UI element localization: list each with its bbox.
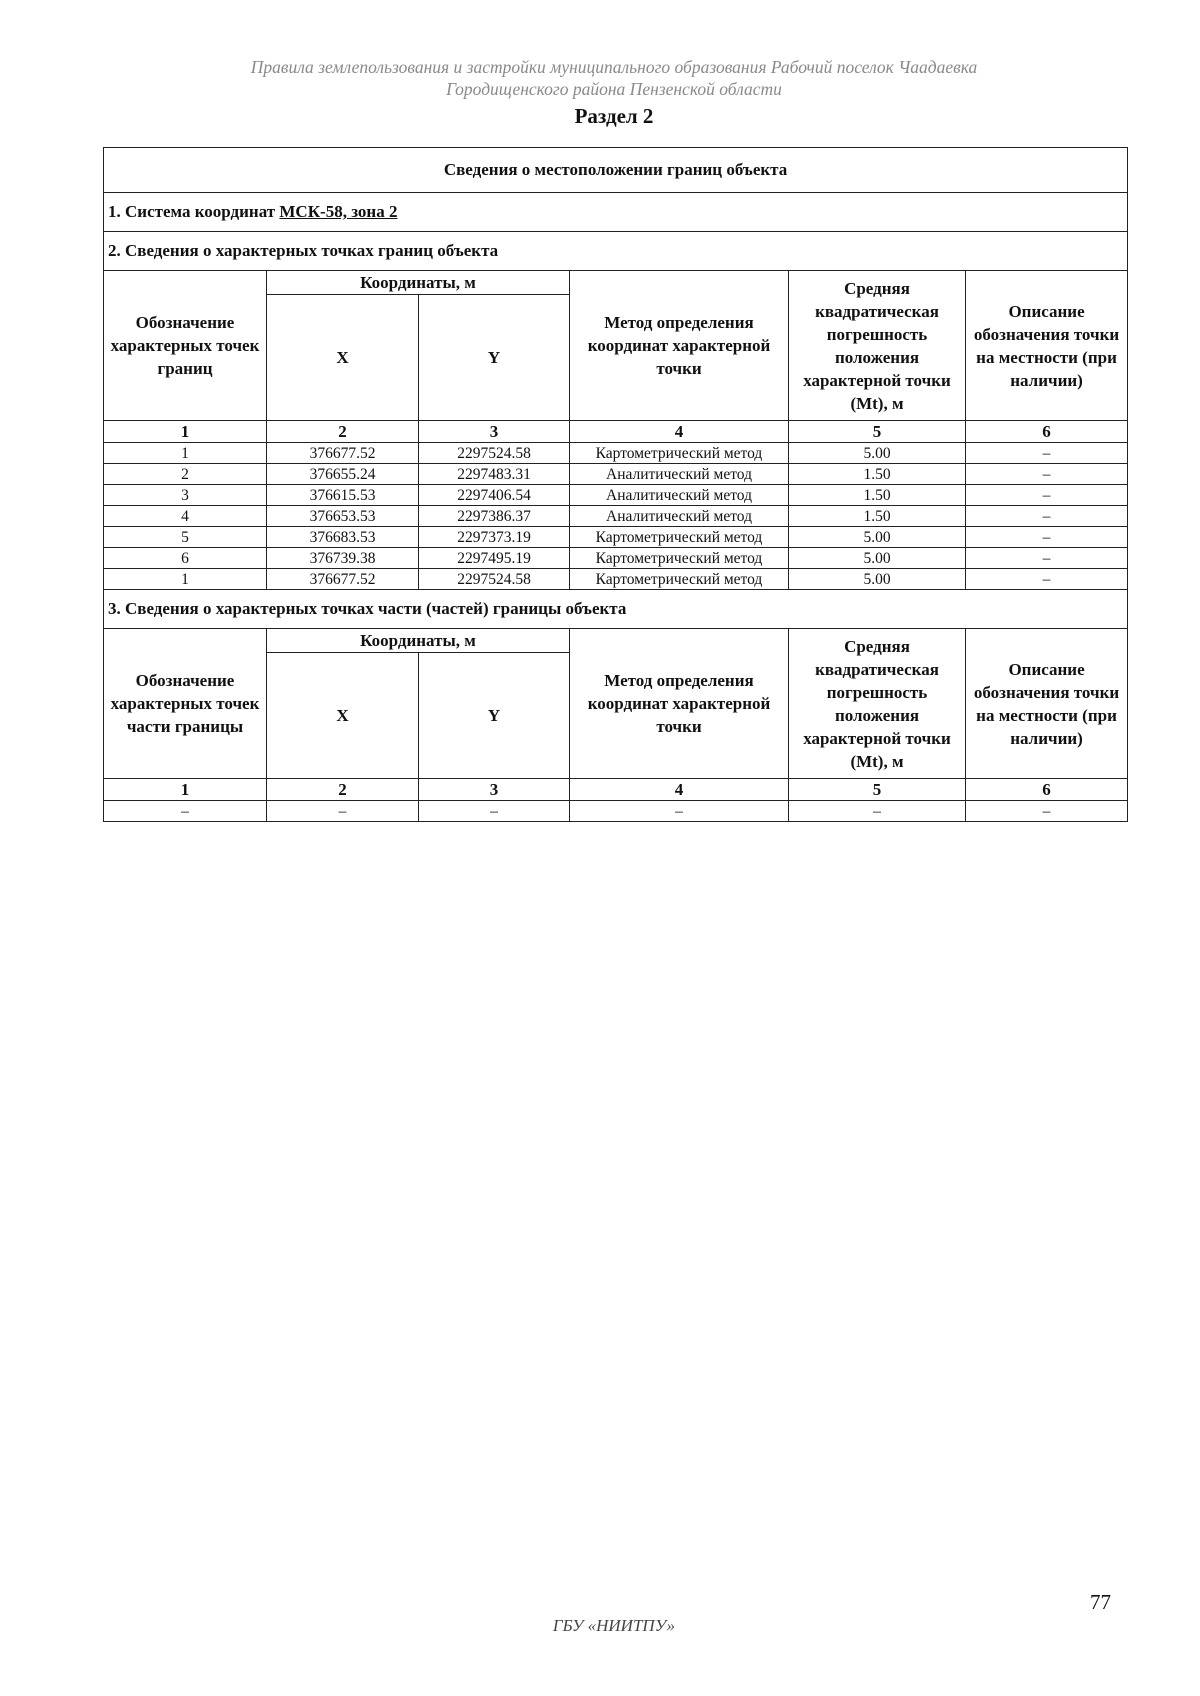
header-method: Метод определения координат характерной точки bbox=[570, 271, 789, 421]
coord-system-value: МСК-58, зона 2 bbox=[279, 202, 398, 221]
column-number: 1 bbox=[104, 779, 267, 801]
cell-x: 376677.52 bbox=[267, 569, 419, 590]
boundary-points-section-title: 2. Сведения о характерных точках границ объекта bbox=[104, 232, 1128, 271]
cell-accuracy: 5.00 bbox=[789, 569, 966, 590]
cell-x: 376655.24 bbox=[267, 464, 419, 485]
cell-description: – bbox=[966, 527, 1128, 548]
part-points-section-row bbox=[104, 590, 1128, 629]
header-row-top bbox=[104, 271, 1128, 295]
table-row bbox=[104, 443, 1128, 464]
coord-system-row bbox=[104, 193, 1128, 232]
table-row bbox=[104, 506, 1128, 527]
cell-point: – bbox=[104, 801, 267, 822]
cell-x: 376683.53 bbox=[267, 527, 419, 548]
cell-x: 376739.38 bbox=[267, 548, 419, 569]
column-number: 2 bbox=[267, 421, 419, 443]
cell-x: 376615.53 bbox=[267, 485, 419, 506]
header-y: Y bbox=[419, 295, 570, 421]
cell-point: 5 bbox=[104, 527, 267, 548]
cell-point: 1 bbox=[104, 443, 267, 464]
section-title: Раздел 2 bbox=[574, 104, 654, 128]
cell-accuracy: 1.50 bbox=[789, 464, 966, 485]
part-header-method: Метод определения координат характерной точки bbox=[570, 629, 789, 779]
cell-y: 2297373.19 bbox=[419, 527, 570, 548]
part-header-designation: Обозначение характерных точек части границы bbox=[104, 629, 267, 779]
cell-y: 2297386.37 bbox=[419, 506, 570, 527]
part-header-description: Описание обозначения точки на местности (при наличии) bbox=[966, 629, 1128, 779]
cell-description: – bbox=[966, 485, 1128, 506]
cell-method: Картометрический метод bbox=[570, 443, 789, 464]
column-number: 4 bbox=[570, 421, 789, 443]
table-row bbox=[104, 527, 1128, 548]
boundary-points-section-row bbox=[104, 232, 1128, 271]
cell-accuracy: 5.00 bbox=[789, 527, 966, 548]
cell-accuracy: 1.50 bbox=[789, 485, 966, 506]
cell-description: – bbox=[966, 548, 1128, 569]
column-number: 3 bbox=[419, 779, 570, 801]
part-header-x: X bbox=[267, 653, 419, 779]
cell-point: 2 bbox=[104, 464, 267, 485]
document-footer: ГБУ «НИИТПУ» bbox=[552, 1616, 676, 1635]
header-line-2: Городищенского района Пензенской области bbox=[446, 79, 782, 99]
page-number: 77 bbox=[1090, 1590, 1111, 1614]
cell-method: Аналитический метод bbox=[570, 506, 789, 527]
table-row bbox=[104, 548, 1128, 569]
cell-description: – bbox=[966, 464, 1128, 485]
header-line-1: Правила землепользования и застройки муниципального образования Рабочий поселок Чаадаевка bbox=[250, 57, 978, 77]
table-row bbox=[104, 464, 1128, 485]
part-header-y: Y bbox=[419, 653, 570, 779]
cell-method: Аналитический метод bbox=[570, 485, 789, 506]
cell-y: 2297524.58 bbox=[419, 443, 570, 464]
header-description: Описание обозначения точки на местности (при наличии) bbox=[966, 271, 1128, 421]
cell-accuracy: 1.50 bbox=[789, 506, 966, 527]
header-accuracy: Средняя квадратическая погрешность положения характерной точки (Mt), м bbox=[789, 271, 966, 421]
header-x: X bbox=[267, 295, 419, 421]
cell-y: 2297483.31 bbox=[419, 464, 570, 485]
cell-method: Картометрический метод bbox=[570, 548, 789, 569]
column-number: 6 bbox=[966, 421, 1128, 443]
column-number: 6 bbox=[966, 779, 1128, 801]
cell-x: – bbox=[267, 801, 419, 822]
part-column-numbers-row bbox=[104, 779, 1128, 801]
cell-x: 376677.52 bbox=[267, 443, 419, 464]
boundary-table bbox=[103, 147, 1128, 822]
column-numbers-row bbox=[104, 421, 1128, 443]
table-row bbox=[104, 569, 1128, 590]
column-number: 5 bbox=[789, 779, 966, 801]
part-header-coords: Координаты, м bbox=[267, 629, 570, 653]
table-row bbox=[104, 485, 1128, 506]
cell-point: 3 bbox=[104, 485, 267, 506]
cell-y: – bbox=[419, 801, 570, 822]
cell-y: 2297495.19 bbox=[419, 548, 570, 569]
coord-system-label: 1. Система координат bbox=[108, 202, 276, 221]
header-coords: Координаты, м bbox=[267, 271, 570, 295]
coord-system-cell bbox=[104, 193, 1128, 232]
cell-method: Картометрический метод bbox=[570, 527, 789, 548]
cell-x: 376653.53 bbox=[267, 506, 419, 527]
cell-description: – bbox=[966, 569, 1128, 590]
cell-accuracy: 5.00 bbox=[789, 548, 966, 569]
column-number: 5 bbox=[789, 421, 966, 443]
document-header bbox=[0, 56, 1200, 100]
cell-accuracy: – bbox=[789, 801, 966, 822]
part-header-accuracy: Средняя квадратическая погрешность положения характерной точки (Mt), м bbox=[789, 629, 966, 779]
cell-method: – bbox=[570, 801, 789, 822]
part-points-section-title: 3. Сведения о характерных точках части (частей) границы объекта bbox=[104, 590, 1128, 629]
cell-point: 6 bbox=[104, 548, 267, 569]
part-header-row-top bbox=[104, 629, 1128, 653]
cell-point: 1 bbox=[104, 569, 267, 590]
header-designation: Обозначение характерных точек границ bbox=[104, 271, 267, 421]
cell-point: 4 bbox=[104, 506, 267, 527]
part-table-row bbox=[104, 801, 1128, 822]
cell-y: 2297406.54 bbox=[419, 485, 570, 506]
column-number: 3 bbox=[419, 421, 570, 443]
cell-method: Картометрический метод bbox=[570, 569, 789, 590]
cell-description: – bbox=[966, 506, 1128, 527]
cell-accuracy: 5.00 bbox=[789, 443, 966, 464]
column-number: 1 bbox=[104, 421, 267, 443]
table-title-row bbox=[104, 148, 1128, 193]
cell-description: – bbox=[966, 801, 1128, 822]
table-title: Сведения о местоположении границ объекта bbox=[104, 148, 1128, 193]
column-number: 2 bbox=[267, 779, 419, 801]
cell-method: Аналитический метод bbox=[570, 464, 789, 485]
cell-description: – bbox=[966, 443, 1128, 464]
cell-y: 2297524.58 bbox=[419, 569, 570, 590]
column-number: 4 bbox=[570, 779, 789, 801]
